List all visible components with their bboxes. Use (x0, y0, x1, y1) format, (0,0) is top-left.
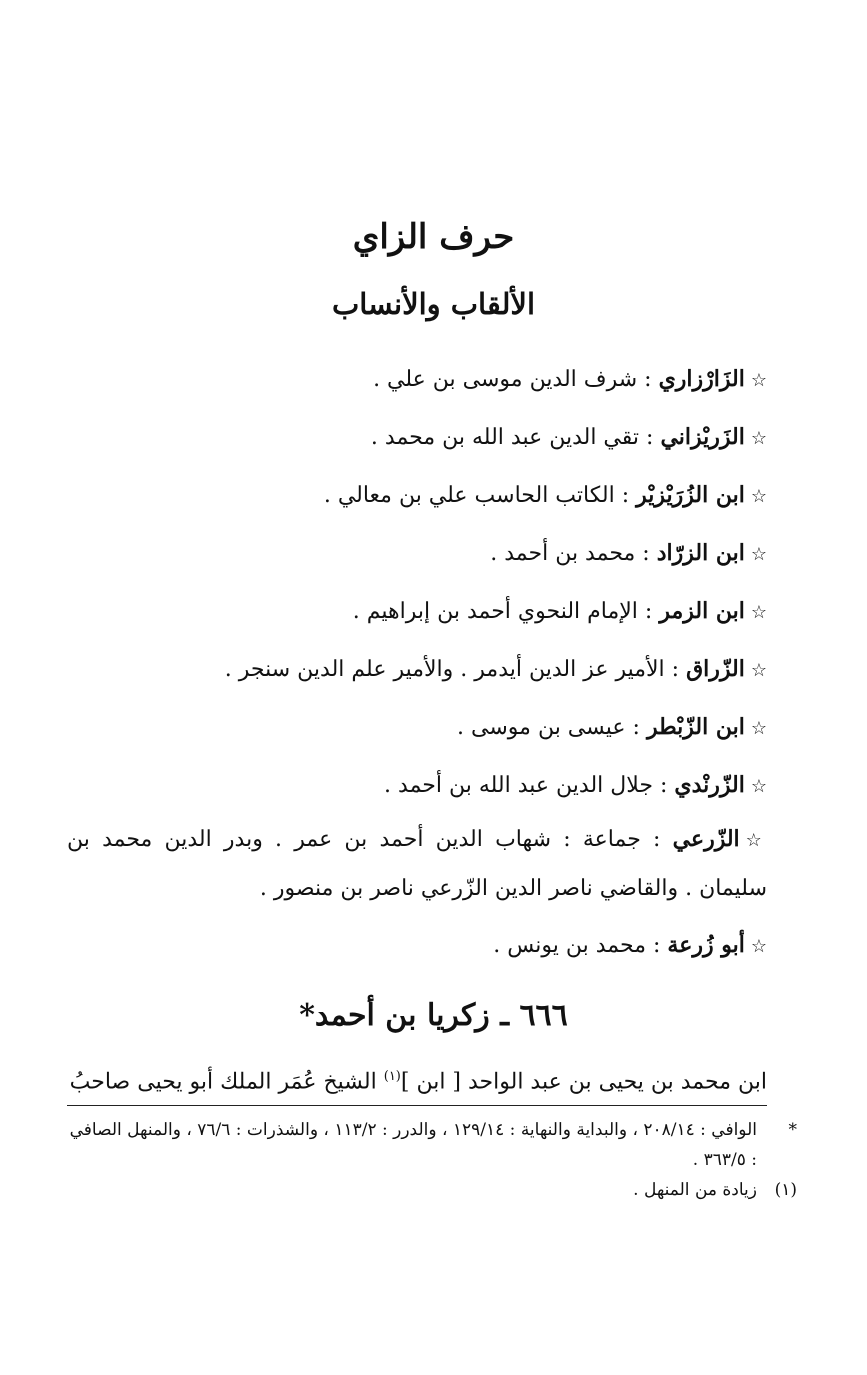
entry-text: : محمد بن أحمد . (490, 541, 650, 566)
footnote-reference: (١) (383, 1069, 401, 1084)
entry-term: ابن الزرّاد (656, 540, 745, 566)
star-icon: ☆ (750, 602, 767, 623)
bio-text-end: الشيخ عُمَر الملك أبو يحيى صاحبُ (69, 1069, 384, 1095)
list-item (67, 916, 767, 976)
entry-text: : الإمام النحوي أحمد بن إبراهيم . (352, 599, 653, 624)
entry-text: : محمد بن يونس . (493, 933, 661, 958)
footnote-text: زيادة من المنهل . (633, 1180, 757, 1200)
list-item (67, 350, 767, 408)
entry-term: الزَارْزاري (658, 366, 745, 392)
entry-text: : الأمير عز الدين أيدمر . والأمير علم الدين سنجر . (224, 657, 680, 682)
star-icon: ☆ (750, 718, 767, 739)
list-item (67, 524, 767, 582)
star-icon: ☆ (750, 936, 767, 957)
list-item (67, 698, 767, 756)
star-icon: ☆ (750, 776, 767, 797)
entry-text: : جلال الدين عبد الله بن أحمد . (384, 773, 668, 798)
footnote (67, 1175, 797, 1205)
footnote-divider (67, 1105, 767, 1106)
entry-term: ابن الزُرَيْزيْر (636, 482, 745, 508)
star-icon: ☆ (750, 428, 767, 449)
biography-text (67, 1054, 767, 1105)
footnotes (67, 1115, 797, 1205)
entry-term: الزّرعي (672, 826, 740, 852)
footnote-mark: * (788, 1120, 797, 1140)
list-item (67, 408, 767, 466)
entry-text: : الكاتب الحاسب علي بن معالي . (323, 483, 630, 508)
star-icon: ☆ (750, 544, 767, 565)
list-item (67, 815, 767, 913)
star-icon: ☆ (750, 486, 767, 507)
entry-text: : جماعة : شهاب الدين أحمد بن عمر . وبدر الدين محمد بن سليمان . والقاضي ناصر الدين الزّرعي ناصر بن منصور . (67, 827, 767, 901)
star-icon: ☆ (750, 370, 767, 391)
entry-term: الزّراق (686, 656, 745, 682)
entry-text: : عيسى بن موسى . (457, 715, 640, 740)
bio-text-start: ابن محمد بن يحيى بن عبد الواحد [ ابن ] (400, 1069, 767, 1095)
section-title: الألقاب والأنساب (331, 287, 535, 321)
entry-term: ابن الزّبْطر (646, 714, 745, 740)
footnote (67, 1115, 797, 1175)
list-item (67, 582, 767, 640)
entries-list (67, 350, 767, 814)
entry-term: الزَريْزاني (660, 424, 745, 450)
entry-term: الزّرنْدي (674, 772, 745, 798)
chapter-title: حرف الزاي (352, 217, 515, 257)
list-item (67, 466, 767, 524)
entry-term: أبو زُرعة (667, 932, 745, 958)
footnote-text: الوافي : ٢٠٨/١٤ ، والبداية والنهاية : ١٢٩/١٤ ، والدرر : ١١٣/٢ ، والشذرات : ٧٦/٦ ، والمنهل الصافي : ٣٦٣/٥ . (69, 1120, 757, 1170)
biography-heading: ٦٦٦ ـ زكريا بن أحمد* (299, 998, 568, 1033)
entry-term: ابن الزمر (659, 598, 745, 624)
list-item (67, 756, 767, 814)
footnote-mark: (١) (774, 1180, 797, 1200)
entry-text: : شرف الدين موسى بن علي . (373, 367, 652, 392)
star-icon: ☆ (745, 830, 767, 851)
list-item (67, 640, 767, 698)
star-icon: ☆ (750, 660, 767, 681)
entry-text: : تقي الدين عبد الله بن محمد . (370, 425, 654, 450)
